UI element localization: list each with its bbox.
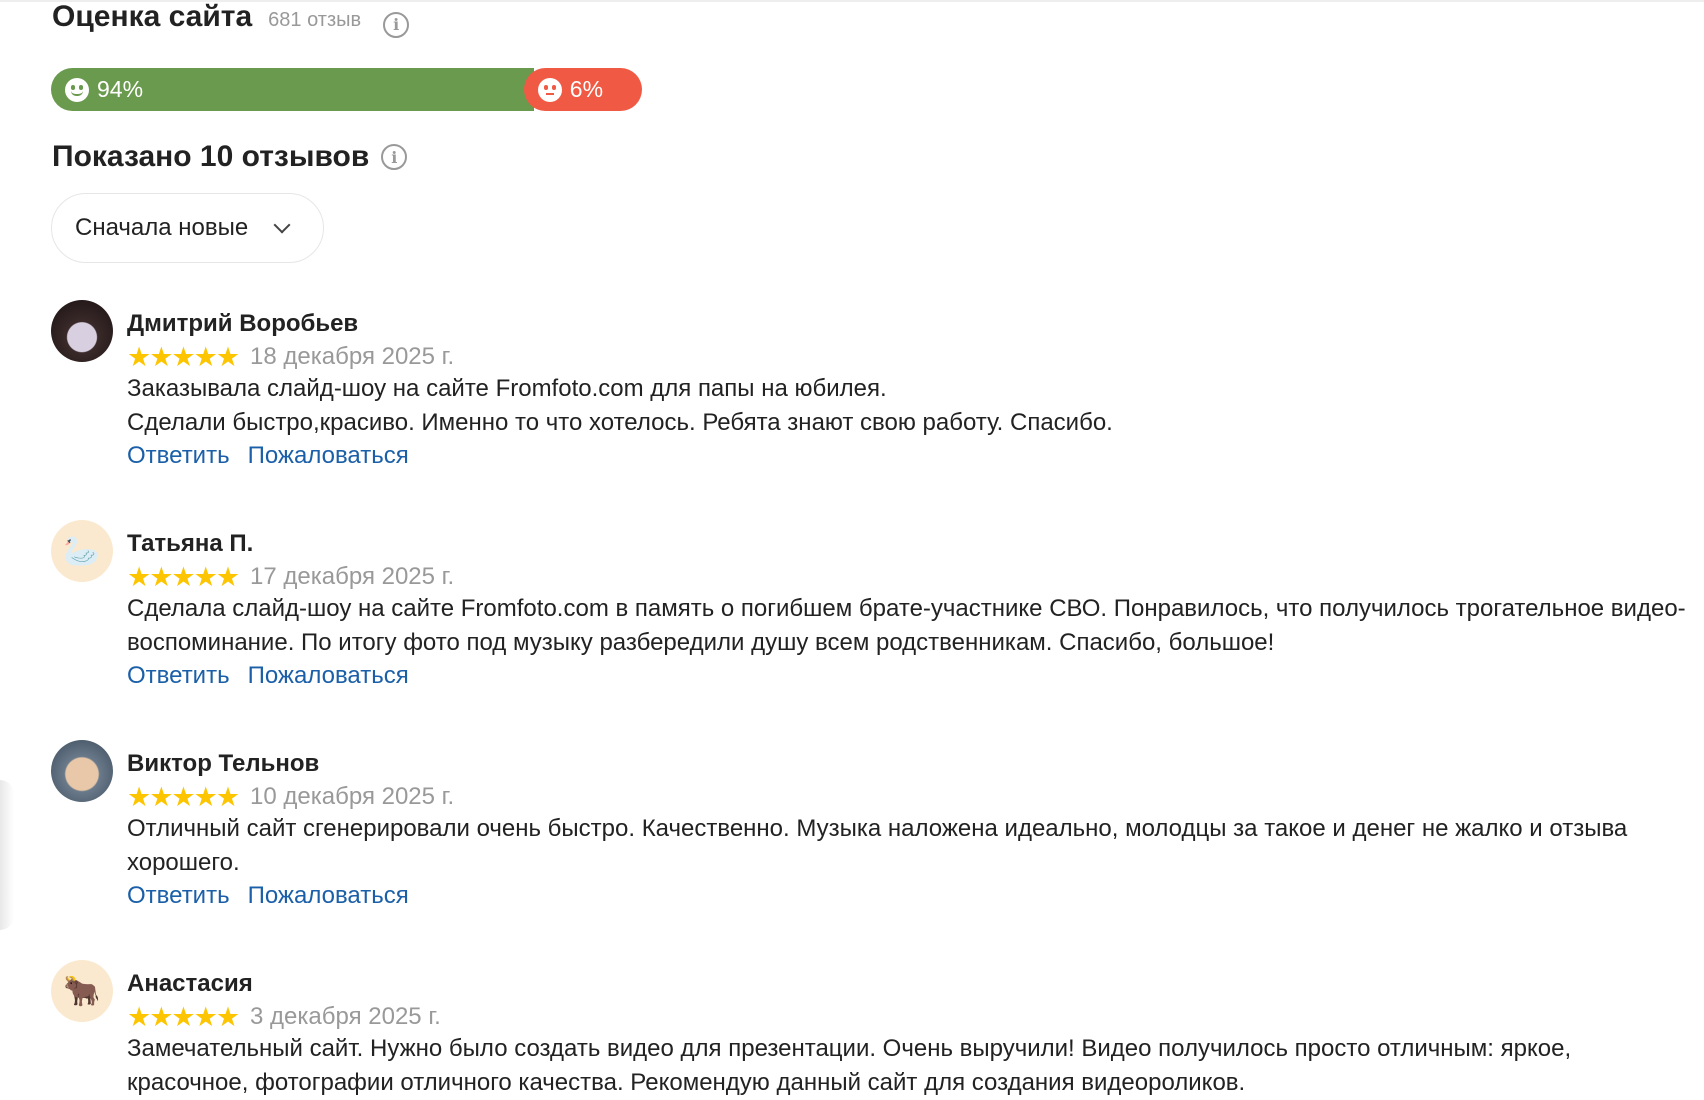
complain-link[interactable]: Пожаловаться xyxy=(247,882,409,909)
rating-bar xyxy=(51,68,642,111)
avatar[interactable] xyxy=(51,740,113,802)
reviewer-name[interactable]: Анастасия xyxy=(127,970,253,997)
site-rating-header xyxy=(52,0,409,34)
info-icon[interactable]: i xyxy=(381,144,407,170)
reply-link[interactable]: Ответить xyxy=(127,442,230,469)
star-rating: ★★★★★ xyxy=(127,1001,239,1032)
info-icon[interactable]: i xyxy=(383,12,409,38)
star-rating: ★★★★★ xyxy=(127,781,239,812)
positive-percent: 94% xyxy=(97,76,144,102)
review-text: Замечательный сайт. Нужно было создать видео для презентации. Очень выручили! Видео получилось просто отличным: яркое, красочное, фотографии отличного качества. Рекомендую данный сайт для создания видеороликов. xyxy=(127,1035,1572,1096)
review-date: 18 декабря 2025 г. xyxy=(250,343,455,370)
avatar[interactable]: 🦢 xyxy=(51,520,113,582)
avatar[interactable]: 🐂 xyxy=(51,960,113,1022)
avatar[interactable] xyxy=(51,300,113,362)
review-text: Отличный сайт сгенерировали очень быстро. Качественно. Музыка наложена идеально, молодцы за такое и денег не жалко и отзыва хорошего. xyxy=(127,815,1628,876)
review-count: 681 отзыв xyxy=(268,9,362,31)
shown-reviews-header xyxy=(52,140,407,174)
review-text: Сделали быстро,красиво. Именно то что хотелось. Ребята знают свою работу. Спасибо. xyxy=(127,409,1113,436)
chevron-down-icon xyxy=(274,217,291,234)
reply-link[interactable]: Ответить xyxy=(127,662,230,689)
review-date: 3 декабря 2025 г. xyxy=(250,1003,441,1030)
side-shadow xyxy=(0,780,14,930)
star-rating: ★★★★★ xyxy=(127,561,239,592)
review-text: Заказывала слайд-шоу на сайте Fromfoto.com для папы на юбилея. xyxy=(127,375,887,402)
sad-face-icon xyxy=(538,78,562,102)
negative-segment xyxy=(524,68,642,111)
page-title: Оценка сайта xyxy=(52,0,253,33)
shown-reviews-title: Показано 10 отзывов xyxy=(52,140,370,173)
complain-link[interactable]: Пожаловаться xyxy=(247,442,409,469)
negative-percent: 6% xyxy=(569,76,604,102)
sort-dropdown[interactable] xyxy=(51,193,324,263)
reviewer-name[interactable]: Виктор Тельнов xyxy=(127,750,320,777)
reviewer-name[interactable]: Дмитрий Воробьев xyxy=(127,310,359,337)
star-rating: ★★★★★ xyxy=(127,341,239,372)
review-date: 17 декабря 2025 г. xyxy=(250,563,455,590)
review-text: Сделала слайд-шоу на сайте Fromfoto.com в память о погибшем брате-участнике СВО. Понравилось, что получилось трогательное видео-воспоминание. По итогу фото под музыку разбередили душу всем родственникам. Спасибо, большое! xyxy=(127,595,1686,656)
reviewer-name[interactable]: Татьяна П. xyxy=(127,530,254,557)
complain-link[interactable]: Пожаловаться xyxy=(247,662,409,689)
smile-icon xyxy=(65,78,89,102)
sort-selected: Сначала новые xyxy=(75,214,249,241)
reply-link[interactable]: Ответить xyxy=(127,882,230,909)
review-date: 10 декабря 2025 г. xyxy=(250,783,455,810)
positive-segment xyxy=(51,68,534,111)
